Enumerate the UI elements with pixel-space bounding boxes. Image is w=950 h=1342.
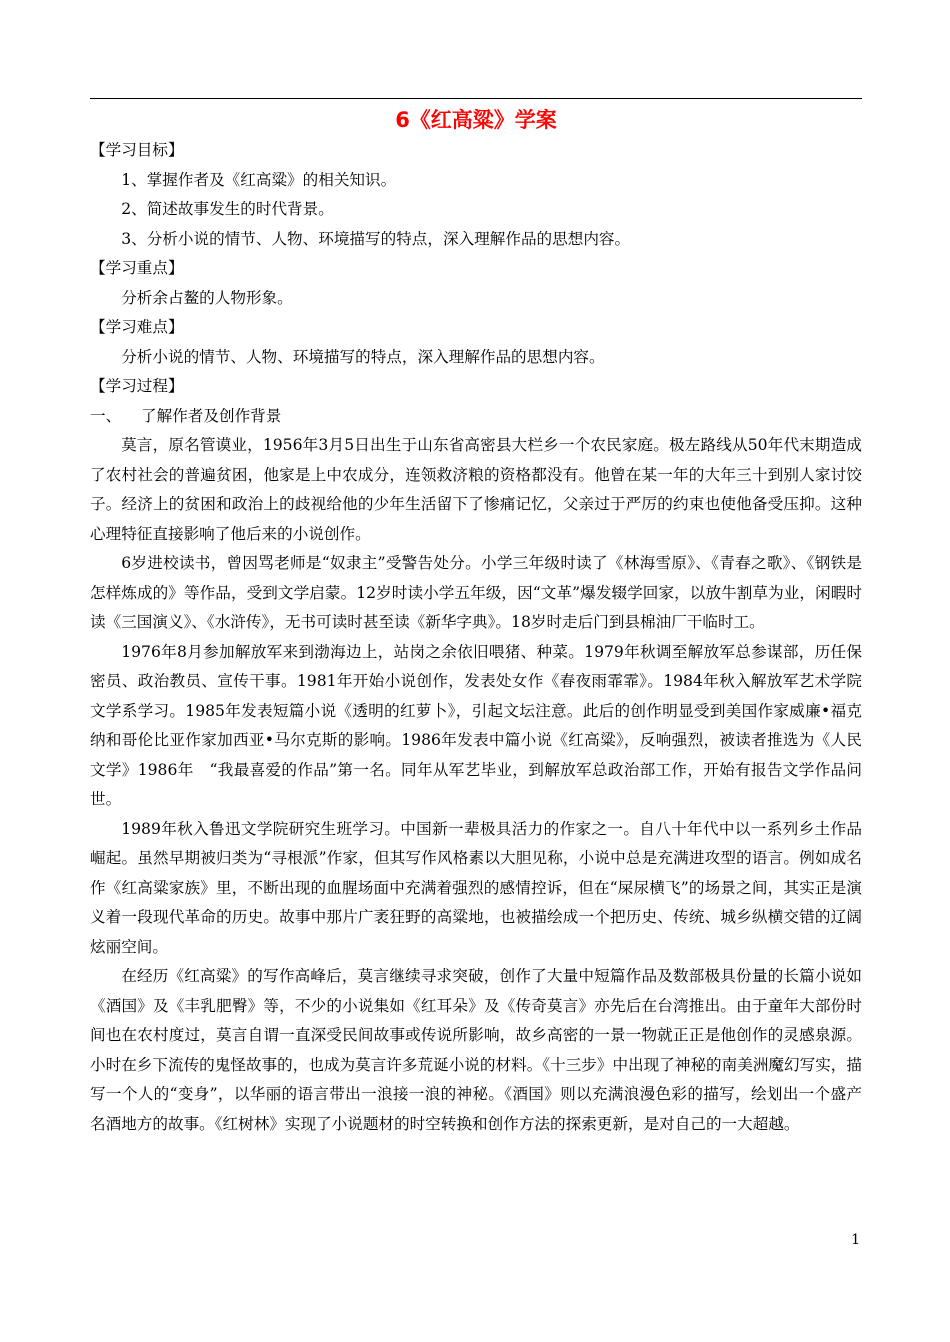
goal-item: 2、简述故事发生的时代背景。 (121, 200, 334, 218)
difficulty-text: 分析小说的情节、人物、环境描写的特点，深入理解作品的思想内容。 (121, 347, 605, 366)
document-body (90, 136, 862, 1139)
section-heading-process: 【学习过程】 (90, 377, 184, 395)
header-rule (90, 98, 862, 99)
body-paragraph: 1976年8月参加解放军来到渤海边上，站岗之余依旧喂猪、种菜。1979年秋调至解放军总参谋部，历任保密员、政治教员、宣传干事。1981年开始小说创作，发表处女作《春夜雨霏霏》。1984年秋入解放军艺术学院文学系学习。1985年发表短篇小说《透明的红萝卜》，引起文坛注意。此后的创作明显受到美国作家威廉•福克纳和哥伦比亚作家加西亚•马尔克斯的影响。1986年发表中篇小说《红高粱》，反响强烈，被读者推选为《人民文学》1986年 “我最喜爱的作品”第一名。同年从军艺毕业，到解放军总政治部工作，开始有报告文学作品问世。 (90, 642, 862, 808)
section-heading-difficulty: 【学习难点】 (90, 318, 184, 336)
page-number: 1 (851, 1232, 860, 1248)
page-title: 6《红高粱》学案 (395, 108, 557, 132)
goal-item: 1、掌握作者及《红高粱》的相关知识。 (121, 170, 397, 189)
body-paragraph: 在经历《红高粱》的写作高峰后，莫言继续寻求突破，创作了大量中短篇作品及数部极具份量的长篇小说如《酒国》及《丰乳肥臀》等，不少的小说集如《红耳朵》及《传奇莫言》亦先后在台湾推出。由于童年大部份时间也在农村度过，莫言自谓一直深受民间故事或传说所影响，故乡高密的一景一物就正正是他创作的灵感泉源。小时在乡下流传的鬼怪故事的，也成为莫言许多荒诞小说的材料。《十三步》中出现了神秘的南美洲魔幻写实，描写一个人的“变身”，以华丽的语言带出一浪接一浪的神秘。《酒国》则以充满浪漫色彩的描写，绘划出一个盛产名酒地方的故事。《红树林》实现了小说题材的时空转换和创作方法的探索更新，是对自己的一大超越。 (90, 967, 862, 1133)
key-point-text: 分析余占鳌的人物形象。 (121, 288, 293, 307)
section-heading-key: 【学习重点】 (90, 259, 184, 277)
goal-item: 3、分析小说的情节、人物、环境描写的特点，深入理解作品的思想内容。 (121, 229, 631, 248)
body-paragraph: 莫言，原名管谟业，1956年3月5日出生于山东省高密县大栏乡一个农民家庭。极左路线从50年代末期造成了农村社会的普遍贫困，他家是上中农成分，连领救济粮的资格都没有。他曾在某一年的大年三十到别人家讨饺子。经济上的贫困和政治上的歧视给他的少年生活留下了惨痛记忆，父亲过于严厉的约束也使他备受压抑。这种心理特征直接影响了他后来的小说创作。 (90, 436, 862, 543)
part-heading: 一、 了解作者及创作背景 (90, 406, 282, 425)
section-heading-goals: 【学习目标】 (90, 141, 184, 159)
body-paragraph: 1989年秋入鲁迅文学院研究生班学习。中国新一辈极具活力的作家之一。自八十年代中以一系列乡土作品崛起。虽然早期被归类为“寻根派”作家，但其写作风格素以大胆见称，小说中总是充满进攻型的语言。例如成名作《红高粱家族》里，不断出现的血腥场面中充满着强烈的感情控诉，但在“屎尿横飞”的场景之间，其实正是演义着一段现代革命的历史。故事中那片广袤狂野的高粱地，也被描绘成一个把历史、传统、城乡纵横交错的辽阔炫丽空间。 (90, 819, 862, 956)
body-paragraph: 6岁进校读书，曾因骂老师是“奴隶主”受警告处分。小学三年级时读了《林海雪原》、《青春之歌》、《钢铁是怎样炼成的》等作品，受到文学启蒙。12岁时读小学五年级，因“文革”爆发辍学回家，以放牛割草为业，闲暇时读《三国演义》、《水浒传》，无书可读时甚至读《新华字典》。18岁时走后门到县棉油厂干临时工。 (90, 554, 862, 631)
